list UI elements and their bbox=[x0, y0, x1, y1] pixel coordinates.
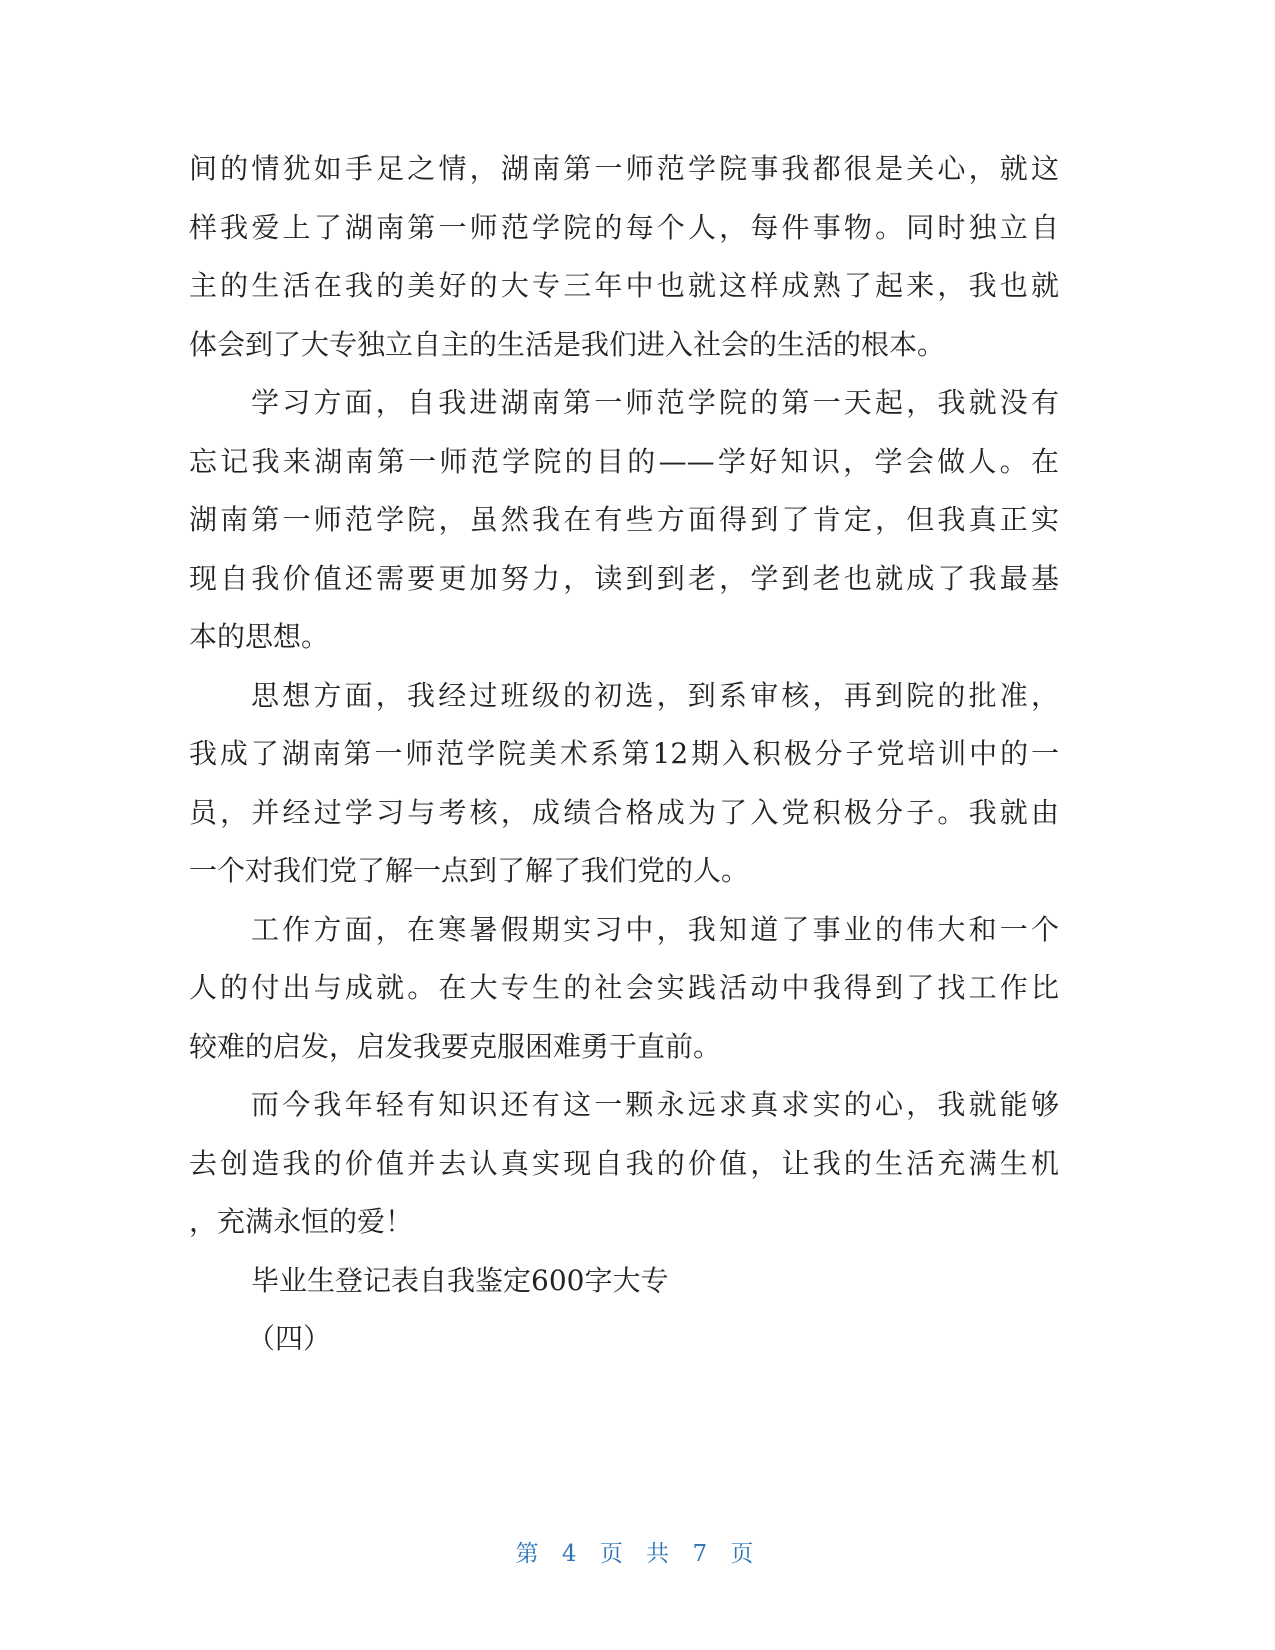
paragraph-line: 现自我价值还需要更加努力，读到到老，学到老也就成了我最基 bbox=[189, 561, 1059, 595]
paragraph-1 bbox=[189, 140, 1059, 374]
paragraph-line: 学习方面，自我进湖南第一师范学院的第一天起，我就没有 bbox=[251, 386, 1059, 419]
paragraph-line: 员，并经过学习与考核，成绩合格成为了入党积极分子。我就由 bbox=[189, 795, 1059, 829]
paragraph-line: 我成了湖南第一师范学院美术系第12期入积极分子党培训中的一 bbox=[189, 737, 1059, 770]
footer-suffix: 页 bbox=[730, 1541, 760, 1567]
footer-page-word: 页 bbox=[599, 1541, 629, 1567]
paragraph-line: 间的情犹如手足之情，湖南第一师范学院事我都很是关心，就这 bbox=[189, 152, 1059, 185]
paragraph-4 bbox=[189, 901, 1059, 1077]
document-body bbox=[189, 140, 1059, 1369]
paragraph-line: 本的思想。 bbox=[189, 620, 330, 653]
paragraph-line: 忘记我来湖南第一师范学院的目的——学好知识，学会做人。在 bbox=[189, 444, 1059, 478]
paragraph-line: 一个对我们党了解一点到了解了我们党的人。 bbox=[189, 854, 750, 887]
paragraph-line: 而今我年轻有知识还有这一颗永远求真求实的心，我就能够 bbox=[251, 1088, 1059, 1121]
paragraph-line: 工作方面，在寒暑假期实习中，我知道了事业的伟大和一个 bbox=[251, 912, 1059, 946]
footer-current-page: 4 bbox=[561, 1541, 583, 1567]
paragraph-line: 较难的启发，启发我要克服困难勇于直前。 bbox=[189, 1029, 722, 1063]
paragraph-line: 主的生活在我的美好的大专三年中也就这样成熟了起来，我也就 bbox=[189, 269, 1059, 302]
paragraph-line: 体会到了大专独立自主的生活是我们进入社会的生活的根本。 bbox=[189, 327, 946, 361]
paragraph-line: 思想方面，我经过班级的初选，到系审核，再到院的批准， bbox=[251, 678, 1059, 712]
paragraph-line: 去创造我的价值并去认真实现自我的价值，让我的生活充满生机 bbox=[189, 1146, 1059, 1180]
paragraph-3 bbox=[189, 667, 1059, 901]
section-heading: 毕业生登记表自我鉴定600字大专 bbox=[251, 1263, 669, 1297]
paragraph-2 bbox=[189, 374, 1059, 667]
footer-total-pages: 7 bbox=[692, 1541, 714, 1567]
paragraph-line: 人的付出与成就。在大专生的社会实践活动中我得到了找工作比 bbox=[189, 971, 1059, 1004]
section-subheading: （四） bbox=[247, 1322, 332, 1355]
paragraph-line: 样我爱上了湖南第一师范学院的每个人，每件事物。同时独立自 bbox=[189, 210, 1059, 244]
paragraph-line: 湖南第一师范学院，虽然我在有些方面得到了肯定，但我真正实 bbox=[189, 503, 1059, 536]
footer-prefix: 第 bbox=[515, 1541, 545, 1567]
footer-total-word: 共 bbox=[646, 1541, 676, 1567]
page-footer bbox=[0, 1535, 1275, 1568]
paragraph-5 bbox=[189, 1076, 1059, 1252]
paragraph-line: ，充满永恒的爱！ bbox=[189, 1205, 414, 1238]
